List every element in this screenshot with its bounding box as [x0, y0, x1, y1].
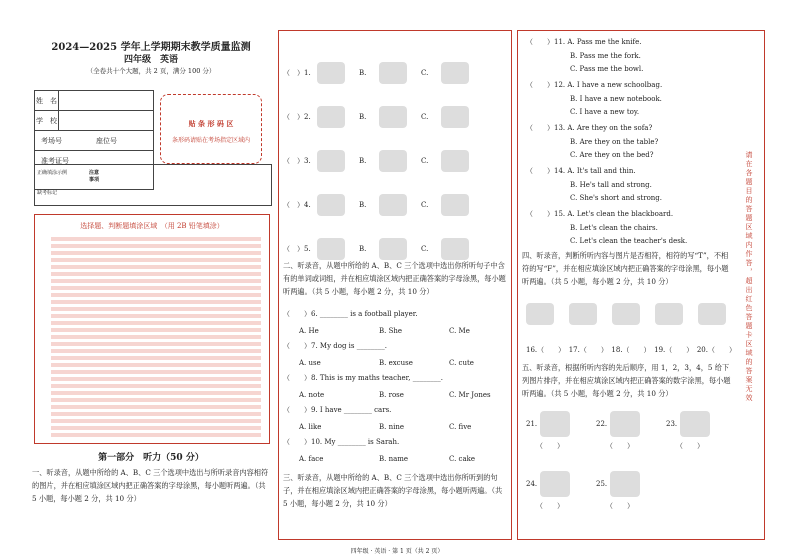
option-b: B. Pass me the fork. — [570, 52, 641, 60]
option-c: C. Pass me the bowl. — [570, 65, 644, 73]
attention-label: 注意事项 — [89, 170, 100, 183]
option-c-picture — [441, 150, 469, 172]
option-b-label: B. — [359, 69, 367, 77]
order-number: 21. — [526, 420, 538, 428]
barcode-sub: 条形码请贴在考场指定区域内 — [171, 137, 250, 144]
option-b-picture — [379, 106, 407, 128]
order-picture — [540, 471, 570, 497]
sentence-question-15 — [526, 209, 726, 252]
order-picture — [680, 411, 710, 437]
option-b: B. name — [379, 455, 409, 463]
question-number: （ ）5. — [283, 245, 311, 253]
question-number: （ ）4. — [283, 201, 311, 209]
absent-label: 缺考标记 — [37, 190, 58, 196]
order-number: 22. — [596, 420, 608, 428]
order-picture — [540, 411, 570, 437]
sentence-question-12 — [526, 80, 726, 123]
order-question-23 — [666, 411, 710, 451]
barcode-title: 贴 条 形 码 区 — [188, 119, 234, 128]
name-label: 姓 名 — [35, 91, 59, 110]
side-note: 请在各题目的答题区域内作答，超出红色答题卡区域的答案无效 — [745, 151, 753, 403]
option-a: （ ）15. A. Let's clean the blackboard. — [526, 210, 674, 218]
question-number: （ ）3. — [283, 157, 311, 165]
option-a: （ ）14. A. It's tall and thin. — [526, 167, 636, 175]
answer-area-title: 选择题、判断题填涂区域 （用 2B 铅笔填涂） — [80, 222, 224, 230]
question-text: （ ）10. My ________ is Sarah. — [283, 438, 400, 446]
correct-example-label: 正确填涂示例 — [37, 170, 68, 176]
option-c-picture — [441, 238, 469, 260]
order-blank: （ ） — [606, 442, 634, 450]
order-blank: （ ） — [536, 442, 564, 450]
option-c: C. cute — [449, 359, 474, 367]
bubble-grid[interactable] — [51, 237, 261, 437]
sentence-question-11 — [526, 37, 726, 80]
section3-instruction: 三、听录音，从题中所给的 A、B、C 三个选项中选出你所听到的句子，并在相应填涂区域内把正确答案的字母涂黑，每小题听两遍。（共 5 小题，每小题 2 分，共 10 分） — [283, 473, 503, 508]
picture-16 — [526, 303, 554, 325]
question-text: （ ）7. My dog is ________. — [283, 342, 387, 350]
option-b: B. excuse — [379, 359, 413, 367]
question-number: （ ）2. — [283, 113, 311, 121]
order-blank: （ ） — [536, 502, 564, 510]
seat-no-label: 座位号 — [96, 136, 117, 145]
question-text: （ ）9. I have ________ cars. — [283, 406, 392, 414]
option-a: A. note — [299, 391, 325, 399]
pic-question-3 — [283, 139, 509, 183]
order-question-24 — [526, 471, 570, 511]
order-blank: （ ） — [676, 442, 704, 450]
option-c-label: C. — [421, 113, 429, 121]
option-c-picture — [441, 106, 469, 128]
exam-note: （全卷共十个大题，共 2 页，满分 100 分） — [86, 67, 216, 75]
judge-answer-16: 16.（ ） — [526, 346, 566, 354]
judge-answer-19: 19.（ ） — [654, 346, 694, 354]
judge-answer-17: 17.（ ） — [568, 346, 608, 354]
school-label: 学 校 — [35, 111, 59, 130]
option-a-picture — [317, 194, 345, 216]
option-b: B. Are they on the table? — [570, 138, 659, 146]
question-text: （ ）6. ________ is a football player. — [283, 310, 418, 318]
order-picture — [610, 471, 640, 497]
option-a-picture — [317, 106, 345, 128]
sentence-question-13 — [526, 123, 726, 166]
option-a-picture — [317, 150, 345, 172]
option-b: B. She — [379, 327, 403, 335]
section5-instruction: 五、听录音，根据所听内容的先后顺序，用 1，2，3，4，5 给下列图片排序，并在相应填涂区域内把正确答案的数字涂黑，每小题听两遍。（共 5 小题，每小题 2 分，共 10 分） — [522, 363, 731, 398]
judge-answer-18: 18.（ ） — [611, 346, 651, 354]
option-b-picture — [379, 194, 407, 216]
right-column — [517, 30, 765, 540]
option-a: （ ）11. A. Pass me the knife. — [526, 38, 642, 46]
question-number: （ ）1. — [283, 69, 311, 77]
option-c: C. cake — [449, 455, 476, 463]
page-footer: 四年级 · 英语 · 第 1 页（共 2 页） — [350, 548, 444, 555]
option-a: A. like — [299, 423, 322, 431]
option-a-picture — [317, 62, 345, 84]
option-a: A. use — [299, 359, 321, 367]
order-picture — [610, 411, 640, 437]
option-b: B. He's tall and strong. — [570, 181, 652, 189]
exam-grade: 四年级 英语 — [123, 55, 178, 65]
exam-no-label: 考场号 — [41, 136, 62, 145]
question-text: （ ）8. This is my maths teacher, ________. — [283, 374, 443, 382]
ticket-label: 准考证号 — [41, 157, 69, 165]
order-number: 24. — [526, 480, 538, 488]
option-c: C. Let's clean the teacher's desk. — [570, 237, 688, 245]
picture-18 — [612, 303, 640, 325]
option-c: C. five — [449, 423, 472, 431]
section4-instruction: 四、听录音，判断所听内容与图片是否相符，相符的写“T”，不相符的写“F”，并在相应填涂区域内把正确答案的字母涂黑，每小题听两遍。（共 5 小题，每小题 2 分，共 10 分） — [522, 251, 729, 286]
word-question-6 — [283, 309, 509, 341]
option-a-picture — [317, 238, 345, 260]
option-c: C. She's short and strong. — [570, 194, 663, 202]
picture-17 — [569, 303, 597, 325]
option-b-label: B. — [359, 201, 367, 209]
option-a: A. He — [299, 327, 319, 335]
picture-20 — [698, 303, 726, 325]
picture-19 — [655, 303, 683, 325]
order-question-25 — [596, 471, 640, 511]
judge-answer-20: 20.（ ） — [696, 346, 736, 354]
exam-title: 2024—2025 学年上学期期末教学质量监测 — [51, 42, 251, 53]
barcode-area — [160, 94, 262, 164]
middle-column — [278, 30, 512, 540]
word-question-9 — [283, 405, 509, 437]
option-b: B. I have a new notebook. — [570, 95, 662, 103]
section1-instruction: 一、听录音，从题中所给的 A、B、C 三个选项中选出与所听录音内容相符的图片，并在相应填涂区域内把正确答案的字母涂黑，每小题听两遍。（共 5 小题，每小题 2 分，共 10 分） — [32, 468, 269, 503]
option-c: C. Mr Jones — [449, 391, 491, 399]
attention-box — [34, 164, 272, 206]
word-question-10 — [283, 437, 509, 469]
option-b-label: B. — [359, 245, 367, 253]
sentence-question-14 — [526, 166, 726, 209]
option-b: B. Let's clean the chairs. — [570, 224, 658, 232]
option-b-picture — [379, 62, 407, 84]
option-c: C. Me — [449, 327, 470, 335]
judge-pictures — [526, 303, 726, 325]
option-c: C. I have a new toy. — [570, 108, 640, 116]
option-c-label: C. — [421, 245, 429, 253]
option-a: （ ）12. A. I have a new schoolbag. — [526, 81, 663, 89]
option-a: A. face — [299, 455, 324, 463]
option-c-label: C. — [421, 157, 429, 165]
order-question-22 — [596, 411, 640, 451]
option-b: B. rose — [379, 391, 404, 399]
option-c: C. Are they on the bed? — [570, 151, 654, 159]
option-b-picture — [379, 150, 407, 172]
option-c-picture — [441, 62, 469, 84]
left-column — [26, 30, 276, 540]
option-c-label: C. — [421, 201, 429, 209]
option-c-label: C. — [421, 69, 429, 77]
option-c-picture — [441, 194, 469, 216]
option-b-picture — [379, 238, 407, 260]
answer-grid — [34, 214, 270, 444]
option-b-label: B. — [359, 157, 367, 165]
option-b-label: B. — [359, 113, 367, 121]
order-number: 25. — [596, 480, 608, 488]
part1-title: 第一部分 听力（50 分） — [98, 453, 204, 463]
option-a: （ ）13. A. Are they on the sofa? — [526, 124, 653, 132]
section2-instruction: 二、听录音，从题中所给的 A、B、C 三个选项中选出你所听句子中含有的单词或词组，并在相应填涂区域内把正确答案的字母涂黑，每小题听两遍。（共 5 小题，每小题 2 分，共 10 分） — [283, 261, 506, 296]
order-question-21 — [526, 411, 570, 451]
pic-question-1 — [283, 51, 509, 95]
pic-question-4 — [283, 183, 509, 227]
word-question-8 — [283, 373, 509, 405]
option-b: B. nine — [379, 423, 404, 431]
order-blank: （ ） — [606, 502, 634, 510]
pic-question-2 — [283, 95, 509, 139]
order-number: 23. — [666, 420, 678, 428]
word-question-7 — [283, 341, 509, 373]
